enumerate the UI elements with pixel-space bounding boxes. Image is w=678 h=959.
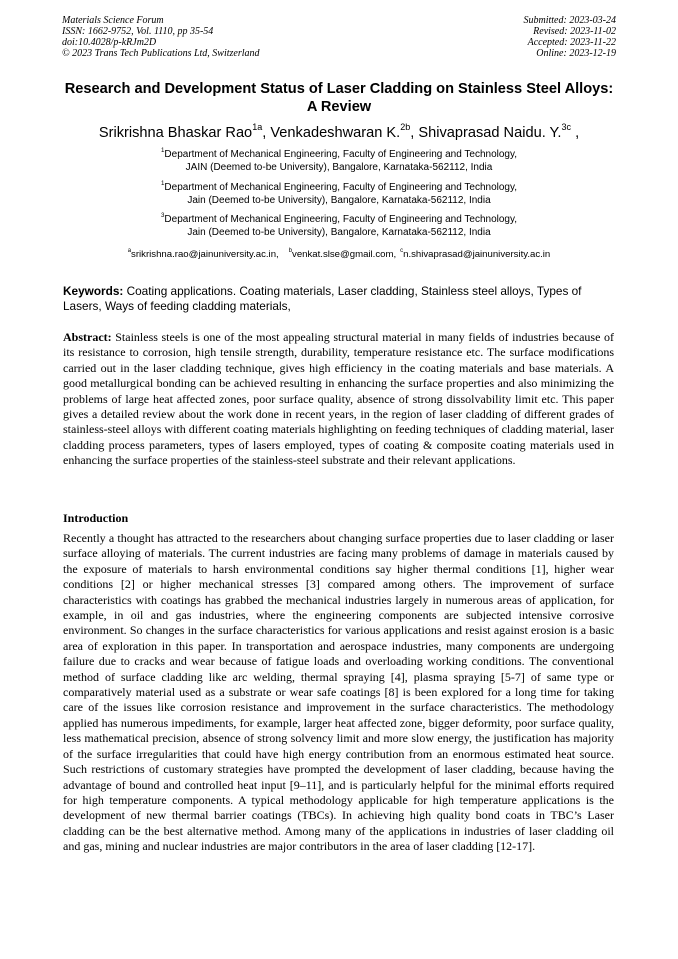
author-separator: ,	[262, 125, 271, 141]
abstract-label: Abstract:	[63, 330, 112, 344]
author-separator: ,	[410, 125, 419, 141]
online-date: Online: 2023-12-19	[536, 48, 616, 59]
author-superscript: 3c	[561, 121, 572, 132]
keywords-text: Coating applications. Coating materials, Laser cladding, Stainless steel alloys, Types of Lasers, Ways of feeding cladding materials,	[63, 284, 582, 314]
abstract-section	[63, 330, 614, 469]
affiliation-superscript: 1	[160, 179, 165, 187]
email-address: srikrishna.rao@jainuniversity.ac.in,	[131, 249, 279, 260]
journal-copyright: © 2023 Trans Tech Publications Ltd, Switzerland	[62, 48, 260, 59]
introduction-body: Recently a thought has attracted to the researchers about changing surface properties due to laser cladding or laser surface alloying of materials. The current industries are facing many problems of damage in materials caused by the exposure of materials to harsh environmental conditions say higher thermal conditions [1], higher wear conditions [2] or higher mechanical stresses [3] compared among others. The improvement of surface characteristics with coatings has grabbed the mechanical industries largely in numerous areas of application, for example, in oil and gas industries, where the engineering components are subjected intensive corrosive environment. So changes in the surface characteristics for various applications and resist against erosion is a basic area of exploration in this paper. In transportation and aerospace industries, many components are undergoing failure due to cracks and wear because of fatigue loads and overloading working conditions. The conventional method of surface cladding like arc welding, thermal spraying [4], plasma spraying [5-7] of same type or comparatively material used as a substrate or wear safe coatings [8] is been explored for a long time for taking care of the issues like corrosion resistance and improvement in the surface characteristics. The methodology applied has numerous impediments, for example, larger heat affected zone, bigger deformity, poor surface quality, less mathematical precision, absence of strong solvency limit and more slow energy, the justification has majority of the surface irregularities that could have high energy contribution from an enormous estimated heat source. Such restrictions of customary strategies have prompted the development of laser cladding, because having the advantage of bound and controlled heat input [9–11], and is particularly helpful for the minimal efforts required for high temperature components. A typical methodology applicable for high temperature applications is the development of new thermal barrier coatings (TBCs). In achieving high quality bond coats in TBC’s Laser cladding can be the best alternative method. Among many of the applications in industries of laser cladding oil and gas, mining and nuclear industries are major contributors in the area of laser cladding [12-17].	[63, 531, 614, 854]
journal-name: Materials Science Forum	[62, 15, 164, 26]
author-list	[40, 121, 638, 142]
paper-title: Research and Development Status of Laser Cladding on Stainless Steel Alloys: A Review	[64, 81, 614, 115]
email-address: venkat.slse@gmail.com,	[292, 249, 397, 260]
abstract-text: Stainless steels is one of the most appealing structural material in many fields of industries because of its resistance to corrosion, high tensile strength, durability, temperature resistance etc. The surface modifications carried out in the laser cladding technique, gives high efficiency in the coating materials and base materials. A good metallurgical bonding can be achieved resulting in enhancing the surface properties and also minimizing the problems of large heat affected zones, poor surface quality, absence of strong dissolvability limit etc. This paper gives a detailed review about the work done in recent years, in the region of laser cladding of different grades of stainless-steel alloys with different coating materials highlighting on feeding techniques of cladding material, laser cladding process parameters, types of lasers employed, types of coating & composite coating materials used in enhancing the surface properties of the stainless-steel substrate and their relevant applications.	[63, 330, 614, 468]
author-name: Shivaprasad Naidu. Y.	[418, 125, 562, 141]
journal-info	[62, 15, 260, 59]
email-list	[40, 249, 638, 261]
affiliation-line: Department of Mechanical Engineering, Faculty of Engineering and Technology,	[164, 149, 518, 160]
author-separator: ,	[571, 125, 580, 141]
journal-doi: doi:10.4028/p-kRJm2D	[62, 37, 157, 48]
email-superscript: a	[127, 247, 132, 254]
affiliation-line: JAIN (Deemed to-be University), Bangalore, Karnataka-562112, India	[185, 161, 493, 173]
affiliation	[62, 179, 616, 207]
affiliation-superscript: 1	[160, 146, 165, 154]
affiliation	[62, 211, 616, 239]
introduction-heading: Introduction	[63, 511, 129, 525]
author-name: Venkadeshwaran K.	[270, 125, 401, 141]
author-superscript: 1a	[252, 121, 263, 132]
email-superscript: c	[400, 247, 404, 254]
affiliation-line: Department of Mechanical Engineering, Faculty of Engineering and Technology,	[164, 214, 518, 225]
journal-issn: ISSN: 1662-9752, Vol. 1110, pp 35-54	[62, 26, 214, 37]
keywords-section	[63, 284, 614, 315]
author-superscript: 2b	[400, 121, 411, 132]
email-superscript: b	[288, 247, 293, 254]
affiliation	[62, 146, 616, 174]
submitted-date: Submitted: 2023-03-24	[523, 15, 616, 26]
revised-date: Revised: 2023-11-02	[533, 26, 616, 37]
publication-dates	[524, 15, 617, 59]
accepted-date: Accepted: 2023-11-22	[527, 37, 616, 48]
email-address: n.shivaprasad@jainuniversity.ac.in	[403, 249, 551, 260]
affiliation-line: Department of Mechanical Engineering, Faculty of Engineering and Technology,	[164, 182, 518, 193]
affiliation-line: Jain (Deemed to-be University), Bangalore, Karnataka-562112, India	[187, 194, 491, 206]
author-name: Srikrishna Bhaskar Rao	[98, 125, 253, 141]
keywords-label: Keywords:	[63, 284, 124, 298]
affiliation-line: Jain (Deemed to-be University), Bangalore, Karnataka-562112, India	[187, 226, 491, 238]
affiliation-superscript: 3	[160, 211, 165, 219]
